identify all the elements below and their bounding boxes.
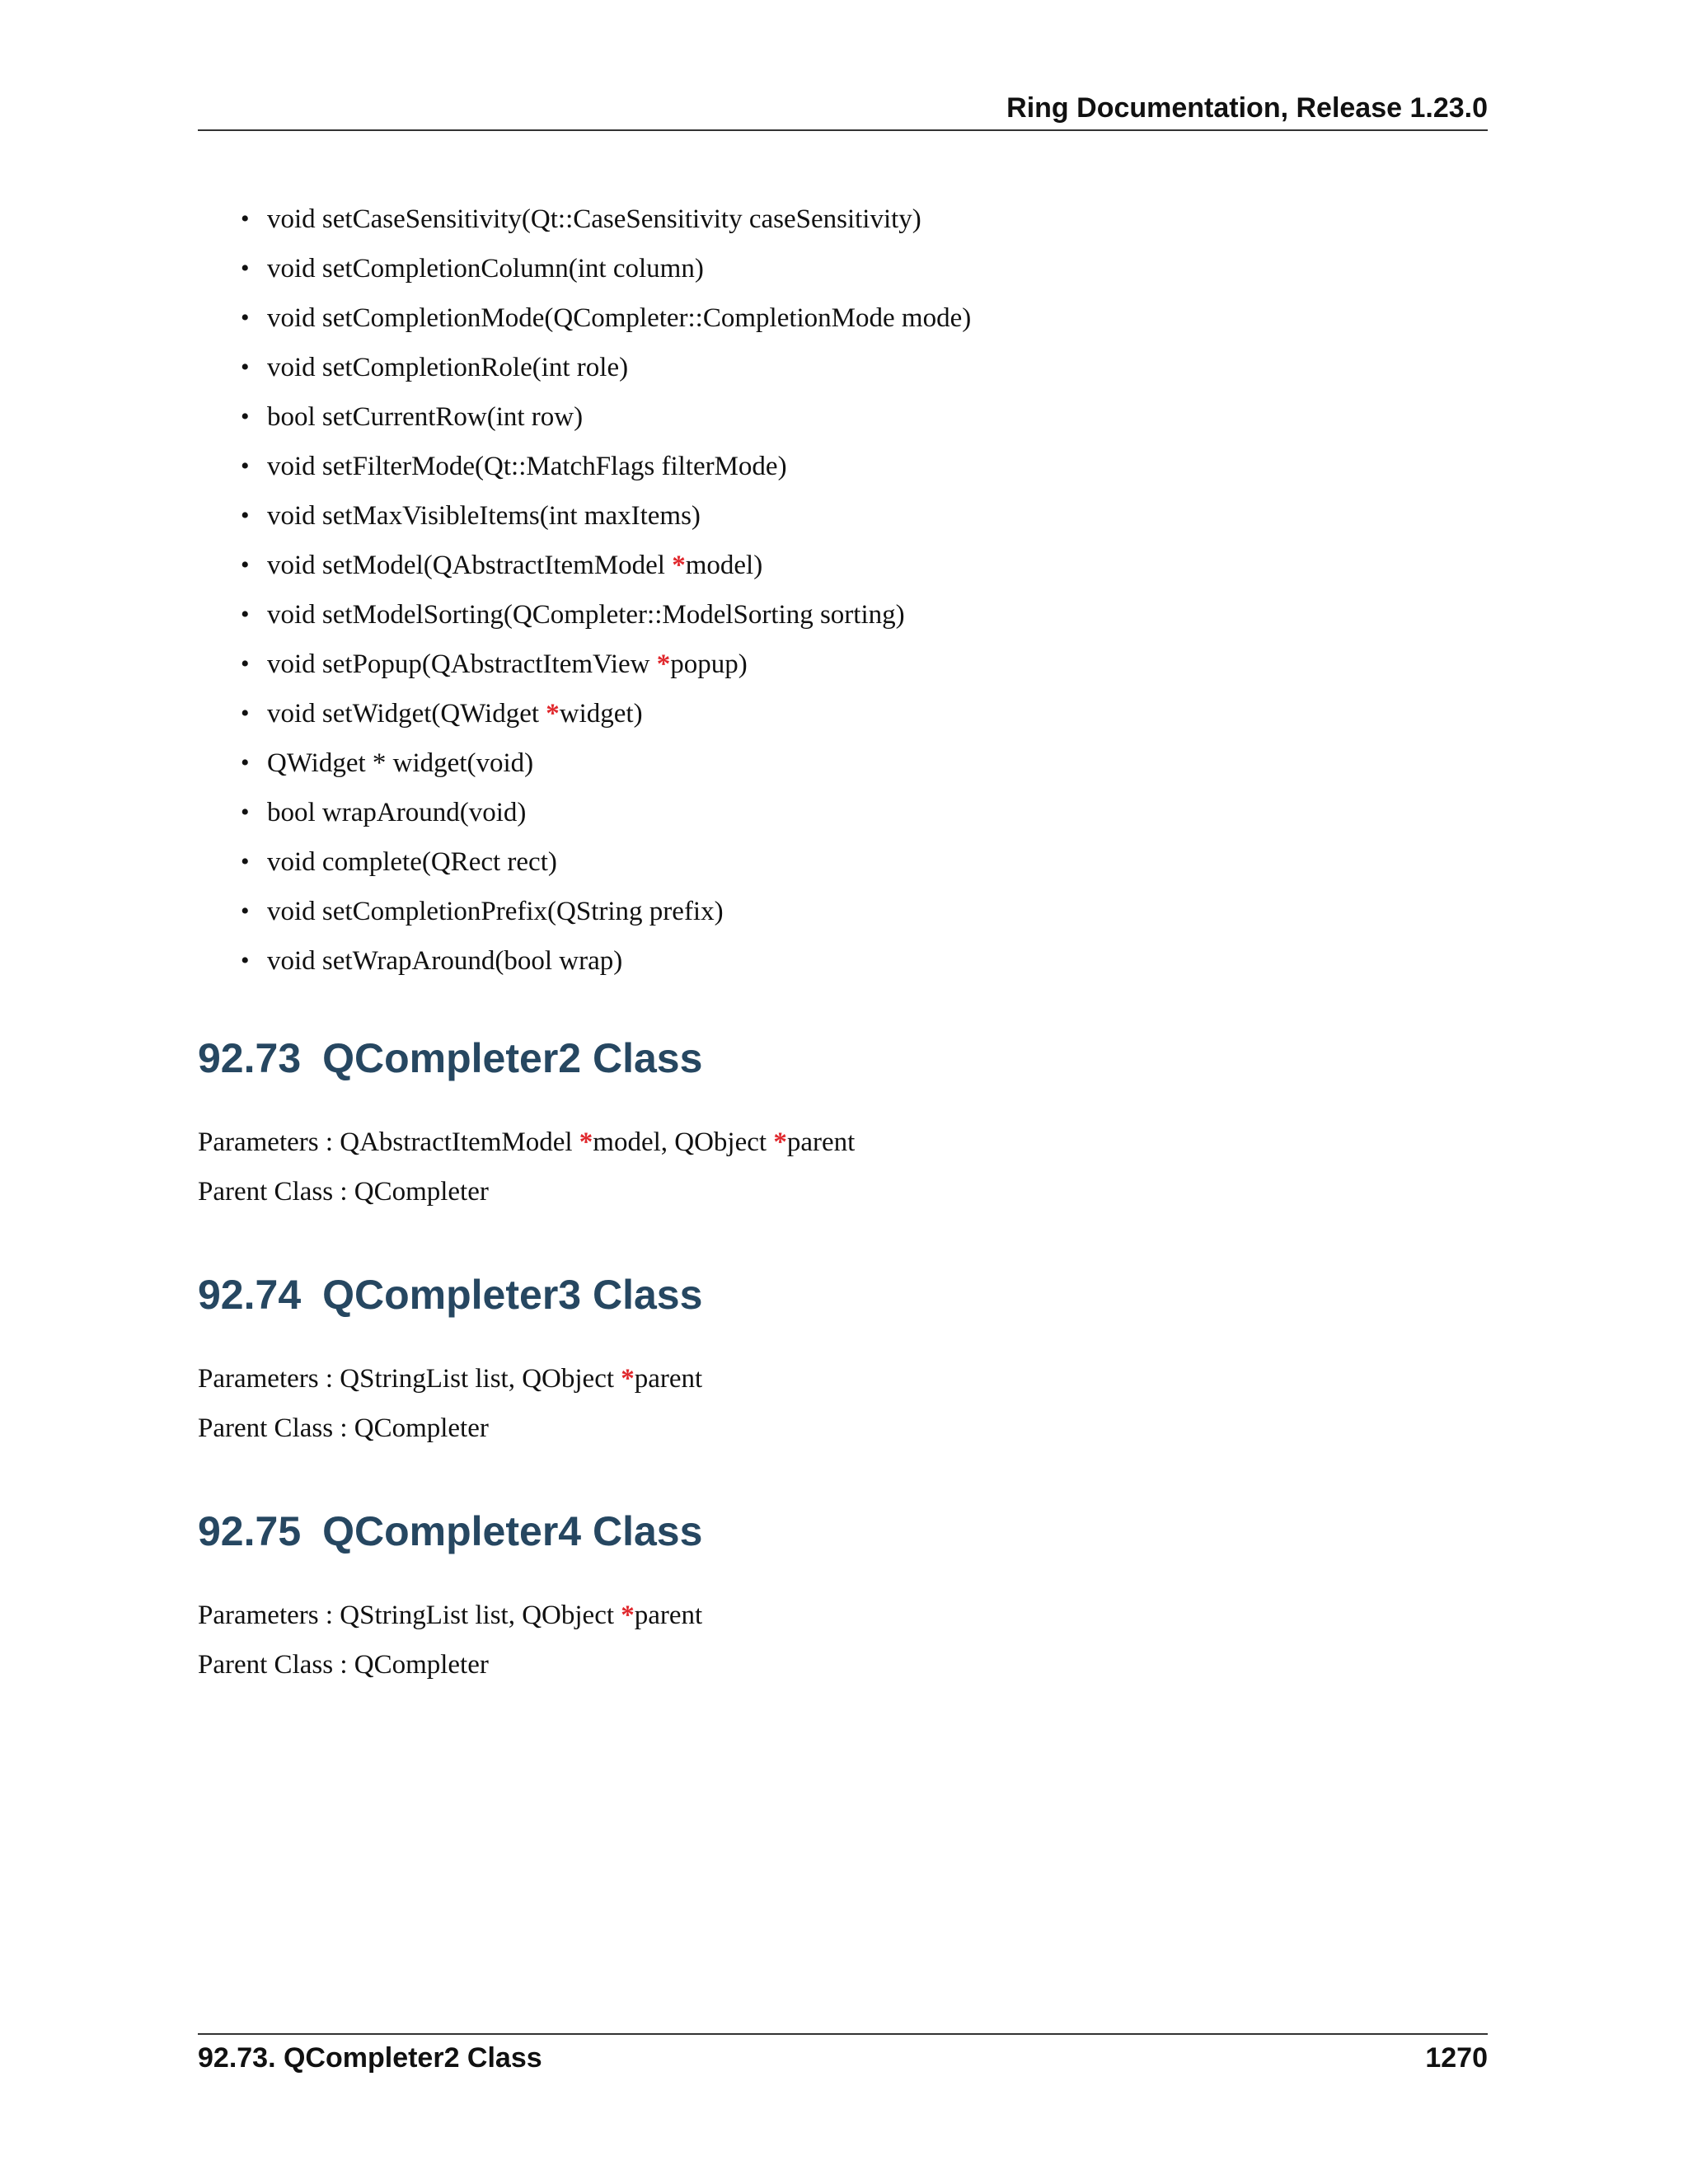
asterisk-marker: * (621, 1364, 635, 1394)
list-item (198, 887, 1488, 936)
parent-class-line: Parent Class : QCompleter (198, 1650, 489, 1680)
method-signature-start: void setWidget(QWidget (267, 699, 546, 729)
section-qcompleter2-body (198, 1118, 855, 1216)
method-signature-end: popup) (670, 649, 748, 679)
parent-class-line: Parent Class : QCompleter (198, 1413, 489, 1443)
bullet-icon: • (241, 551, 250, 579)
parameters-text: parent (634, 1601, 703, 1630)
asterisk-marker: * (579, 1127, 593, 1157)
section-heading (198, 1034, 702, 1082)
section-title: QCompleter3 Class (322, 1272, 703, 1318)
bullet-icon: • (241, 354, 250, 381)
parameters-text: Parameters : QAbstractItemModel (198, 1127, 579, 1157)
list-item (198, 689, 1488, 738)
method-list (198, 194, 1488, 986)
method-signature: void setCompletionColumn(int column) (267, 254, 704, 284)
list-item (198, 392, 1488, 442)
parent-class-line: Parent Class : QCompleter (198, 1177, 489, 1207)
section-qcompleter4-body (198, 1591, 702, 1690)
method-signature: void setCompletionPrefix(QString prefix) (267, 897, 724, 926)
parameters-text: parent (786, 1127, 856, 1157)
bullet-icon: • (241, 205, 250, 232)
footer-divider (198, 2033, 1488, 2035)
section-number: 92.73 (198, 1035, 302, 1081)
asterisk-marker: * (773, 1127, 787, 1157)
bullet-icon: • (241, 255, 250, 282)
parameters-text: model, QObject (593, 1127, 774, 1157)
bullet-icon: • (241, 947, 250, 974)
list-item (198, 491, 1488, 541)
list-item (198, 442, 1488, 491)
section-number: 92.74 (198, 1272, 302, 1318)
section-number: 92.75 (198, 1508, 302, 1554)
parameters-line (198, 1591, 702, 1640)
header-divider (198, 129, 1488, 131)
method-signature: void setMaxVisibleItems(int maxItems) (267, 501, 701, 531)
bullet-icon: • (241, 403, 250, 430)
bullet-icon: • (241, 749, 250, 776)
section-heading (198, 1271, 702, 1319)
bullet-icon: • (241, 601, 250, 628)
method-signature-end: widget) (559, 699, 643, 729)
list-item (198, 640, 1488, 689)
method-signature: bool setCurrentRow(int row) (267, 402, 584, 432)
parameters-text: parent (634, 1364, 703, 1394)
bullet-icon: • (241, 898, 250, 925)
asterisk-marker: * (656, 649, 671, 679)
parameters-line (198, 1354, 702, 1404)
parameters-line (198, 1118, 855, 1167)
bullet-icon: • (241, 799, 250, 826)
list-item (198, 194, 1488, 244)
bullet-icon: • (241, 452, 250, 480)
method-signature: void setCompletionRole(int role) (267, 353, 629, 382)
method-signature: bool wrapAround(void) (267, 798, 527, 827)
running-header: Ring Documentation, Release 1.23.0 (1006, 92, 1488, 124)
section-qcompleter3-body (198, 1354, 702, 1453)
method-signature: void setCompletionMode(QCompleter::CompletionMode mode) (267, 303, 972, 333)
method-signature-end: model) (685, 551, 763, 580)
list-item (198, 541, 1488, 590)
asterisk-marker: * (546, 699, 560, 729)
method-signature: void setCaseSensitivity(Qt::CaseSensitivity caseSensitivity) (267, 204, 921, 234)
section-title: QCompleter4 Class (322, 1508, 703, 1554)
list-item (198, 244, 1488, 293)
method-signature: QWidget * widget(void) (267, 748, 534, 778)
method-signature: void complete(QRect rect) (267, 847, 557, 877)
list-item (198, 738, 1488, 788)
list-item (198, 837, 1488, 887)
bullet-icon: • (241, 848, 250, 875)
list-item (198, 343, 1488, 392)
page-content (198, 194, 1488, 986)
footer-section-title: 92.73. QCompleter2 Class (198, 2042, 542, 2074)
asterisk-marker: * (672, 551, 686, 580)
method-signature-start: void setPopup(QAbstractItemView (267, 649, 657, 679)
bullet-icon: • (241, 650, 250, 677)
page-number: 1270 (1425, 2042, 1488, 2074)
list-item (198, 293, 1488, 343)
method-signature: void setWrapAround(bool wrap) (267, 946, 623, 976)
section-heading (198, 1507, 702, 1555)
parameters-text: Parameters : QStringList list, QObject (198, 1601, 621, 1630)
list-item (198, 590, 1488, 640)
list-item (198, 788, 1488, 837)
bullet-icon: • (241, 304, 250, 331)
bullet-icon: • (241, 502, 250, 529)
parameters-text: Parameters : QStringList list, QObject (198, 1364, 621, 1394)
section-qcompleter4 (198, 1507, 702, 1555)
section-qcompleter3 (198, 1271, 702, 1319)
bullet-icon: • (241, 700, 250, 727)
list-item (198, 936, 1488, 986)
method-signature-start: void setModel(QAbstractItemModel (267, 551, 673, 580)
asterisk-marker: * (621, 1601, 635, 1630)
method-signature: void setModelSorting(QCompleter::ModelSorting sorting) (267, 600, 905, 630)
section-qcompleter2 (198, 1034, 702, 1082)
section-title: QCompleter2 Class (322, 1035, 703, 1081)
method-signature: void setFilterMode(Qt::MatchFlags filterMode) (267, 452, 787, 481)
